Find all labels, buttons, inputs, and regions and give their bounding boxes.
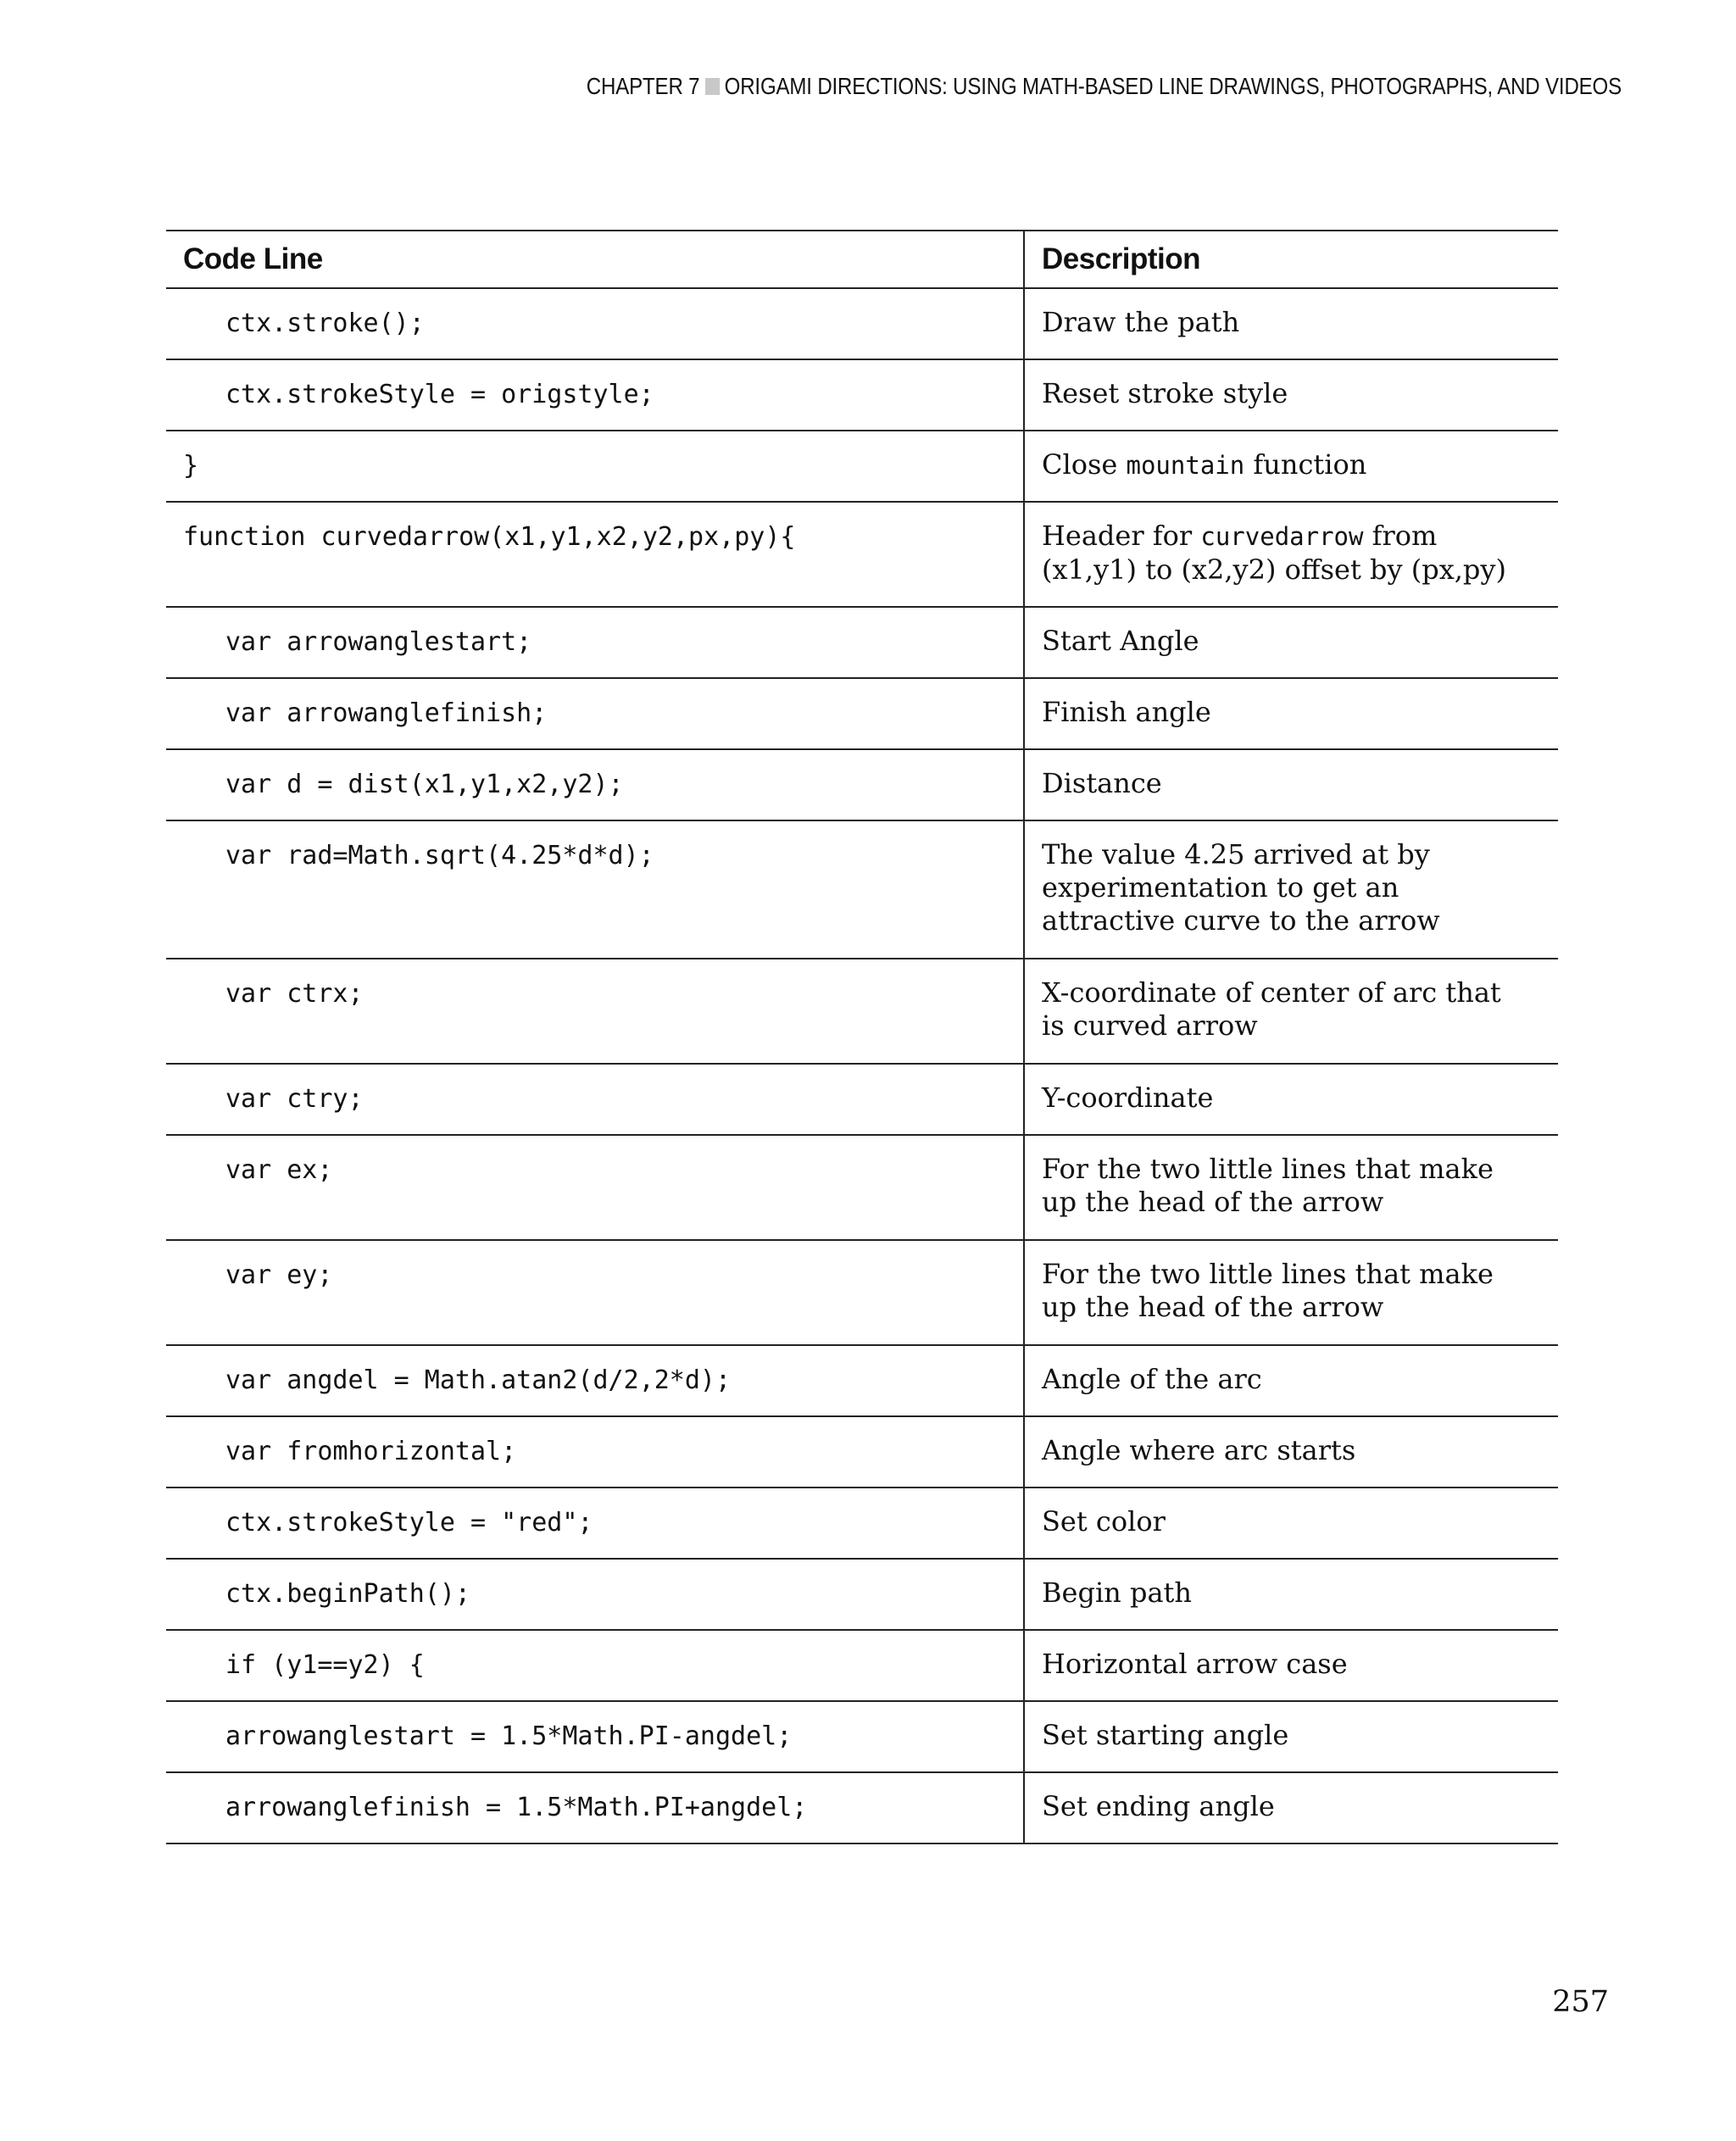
- code-cell: function curvedarrow(x1,y1,x2,y2,px,py){: [166, 502, 1024, 607]
- table-row: [166, 431, 1558, 502]
- description-cell: [1024, 431, 1558, 502]
- code-cell: arrowanglestart = 1.5*Math.PI-angdel;: [166, 1701, 1024, 1772]
- table-row: [166, 1064, 1558, 1135]
- description-cell: Y-coordinate: [1024, 1064, 1558, 1135]
- description-cell: Start Angle: [1024, 607, 1558, 678]
- code-cell: ctx.beginPath();: [166, 1559, 1024, 1630]
- description-text: function: [1244, 448, 1367, 481]
- description-cell: For the two little lines that make up the head of the arrow: [1024, 1240, 1558, 1345]
- description-text: Close: [1042, 448, 1127, 481]
- table-row: [166, 1135, 1558, 1240]
- code-cell: arrowanglefinish = 1.5*Math.PI+angdel;: [225, 1793, 808, 1822]
- table-row: [166, 749, 1558, 820]
- table-row: [166, 1772, 1558, 1843]
- code-cell: var arrowanglestart;: [166, 607, 1024, 678]
- code-cell: ctx.stroke();: [166, 288, 1024, 359]
- description-cell: The value 4.25 arrived at by experimentation to get an attractive curve to the arrow: [1024, 820, 1558, 959]
- description-cell: X-coordinate of center of arc that is curved arrow: [1024, 959, 1558, 1064]
- table-row: [166, 288, 1558, 359]
- table-row: [166, 607, 1558, 678]
- code-cell: ctx.strokeStyle = "red";: [166, 1488, 1024, 1559]
- table-row: [166, 959, 1558, 1064]
- code-cell: var ey;: [166, 1240, 1024, 1345]
- chapter-label: CHAPTER 7: [586, 73, 700, 99]
- code-cell: var ctrx;: [166, 959, 1024, 1064]
- code-cell: ctx.strokeStyle = origstyle;: [166, 359, 1024, 431]
- running-head: [587, 73, 1622, 100]
- description-cell: Reset stroke style: [1024, 359, 1558, 431]
- description-cell: Angle where arc starts: [1024, 1416, 1558, 1488]
- table-row: [166, 1701, 1558, 1772]
- table-header-row: [166, 231, 1558, 288]
- description-cell: Finish angle: [1024, 678, 1558, 749]
- description-cell: For the two little lines that make up the head of the arrow: [1024, 1135, 1558, 1240]
- column-header-description: Description: [1024, 231, 1558, 288]
- table-row: [166, 359, 1558, 431]
- description-text: from (x1,y1) to (x2,y2) offset by (px,py): [1042, 520, 1506, 586]
- description-cell: Begin path: [1024, 1559, 1558, 1630]
- code-cell: var ex;: [166, 1135, 1024, 1240]
- table-row: [166, 1559, 1558, 1630]
- table-row: [166, 678, 1558, 749]
- description-cell: Draw the path: [1024, 288, 1558, 359]
- table-row: [166, 1488, 1558, 1559]
- column-header-code-line: Code Line: [166, 231, 1024, 288]
- code-cell: var arrowanglefinish;: [166, 678, 1024, 749]
- description-cell: [1024, 502, 1558, 607]
- code-cell: var d = dist(x1,y1,x2,y2);: [166, 749, 1024, 820]
- description-cell: Set starting angle: [1024, 1701, 1558, 1772]
- table-row: [166, 1416, 1558, 1488]
- table-row: [166, 1240, 1558, 1345]
- table-row: [166, 820, 1558, 959]
- description-code-term: mountain: [1126, 451, 1245, 480]
- description-code-term: curvedarrow: [1200, 522, 1364, 551]
- description-cell: Set color: [1024, 1488, 1558, 1559]
- description-text: Header for: [1042, 520, 1201, 552]
- code-cell: var fromhorizontal;: [166, 1416, 1024, 1488]
- page-number: 257: [1552, 1985, 1609, 2019]
- chapter-title: ORIGAMI DIRECTIONS: USING MATH-BASED LINE DRAWINGS, PHOTOGRAPHS, AND VIDEOS: [724, 73, 1622, 99]
- code-cell: var ctry;: [166, 1064, 1024, 1135]
- code-cell: }: [166, 431, 1024, 502]
- code-cell: var rad=Math.sqrt(4.25*d*d);: [166, 820, 1024, 959]
- table-row: [166, 1630, 1558, 1701]
- separator-square-icon: [705, 78, 720, 95]
- description-cell: Angle of the arc: [1024, 1345, 1558, 1416]
- code-description-table: [166, 230, 1558, 1844]
- code-cell: var angdel = Math.atan2(d/2,2*d);: [166, 1345, 1024, 1416]
- description-cell: Distance: [1024, 749, 1558, 820]
- table-row: [166, 1345, 1558, 1416]
- description-cell: Set ending angle: [1024, 1772, 1558, 1843]
- description-cell: Horizontal arrow case: [1024, 1630, 1558, 1701]
- code-cell: if (y1==y2) {: [166, 1630, 1024, 1701]
- table-row: [166, 502, 1558, 607]
